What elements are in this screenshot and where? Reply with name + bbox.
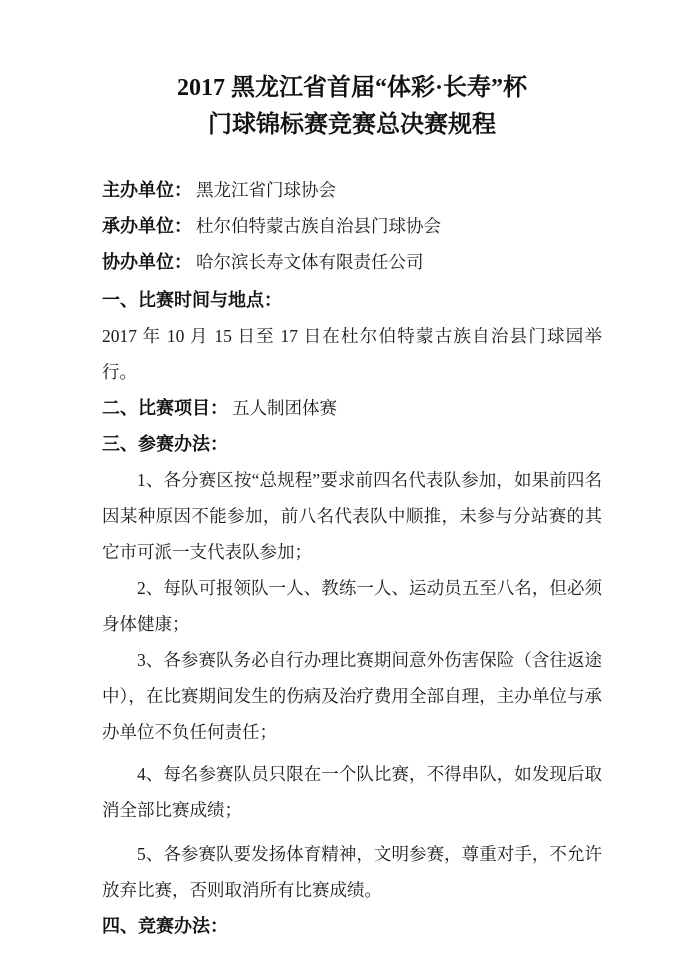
organizer-coorganizer-row [102,244,602,280]
organizer-block [102,172,602,280]
organizer-undertaker-value: 杜尔伯特蒙古族自治县门球协会 [196,216,441,236]
document-title [102,70,602,144]
rule-item-2: 2、每队可报领队一人、教练一人、运动员五至八名，但必须身体健康； [102,578,602,634]
rule-item-4: 4、每名参赛队员只限在一个队比赛，不得串队，如发现后取消全部比赛成绩； [102,764,602,820]
rule-item-3: 3、各参赛队务必自行办理比赛期间意外伤害保险（含往返途中），在比赛期间发生的伤病及治疗费用全部自理，主办单位与承办单位不负任何责任； [102,650,602,742]
rule-item-5: 5、各参赛队要发扬体育精神，文明参赛，尊重对手，不允许放弃比赛，否则取消所有比赛成绩。 [102,844,602,900]
section-2-value: 五人制团体赛 [232,398,337,418]
organizer-undertaker-label: 承办单位： [102,216,192,236]
rule-item-1: 1、各分赛区按“总规程”要求前四名代表队参加，如果前四名因某种原因不能参加，前八名代表队中顺推，未参与分站赛的其它市可派一支代表队参加； [102,470,602,562]
organizer-host-row [102,172,602,208]
organizer-undertaker-row [102,208,602,244]
section-1-heading: 一、比赛时间与地点： [102,290,282,310]
organizer-coorganizer-label: 协办单位： [102,252,192,272]
organizer-coorganizer-value: 哈尔滨长寿文体有限责任公司 [196,252,424,272]
section-4-heading: 四、竞赛办法： [102,916,228,936]
section-3-heading: 三、参赛办法： [102,434,228,454]
document-title-line1: 2017 黑龙江省首届“体彩·长寿”杯 [176,75,527,101]
section-1-body: 2017 年 10 月 15 日至 17 日在杜尔伯特蒙古族自治县门球园举行。 [102,326,602,382]
section-2-heading: 二、比赛项目： [102,398,228,418]
organizer-host-label: 主办单位： [102,180,192,200]
document-title-line2: 门球锦标赛竞赛总决赛规程 [208,112,496,138]
section-2-heading-row [102,390,602,426]
organizer-host-value: 黑龙江省门球协会 [196,180,336,200]
